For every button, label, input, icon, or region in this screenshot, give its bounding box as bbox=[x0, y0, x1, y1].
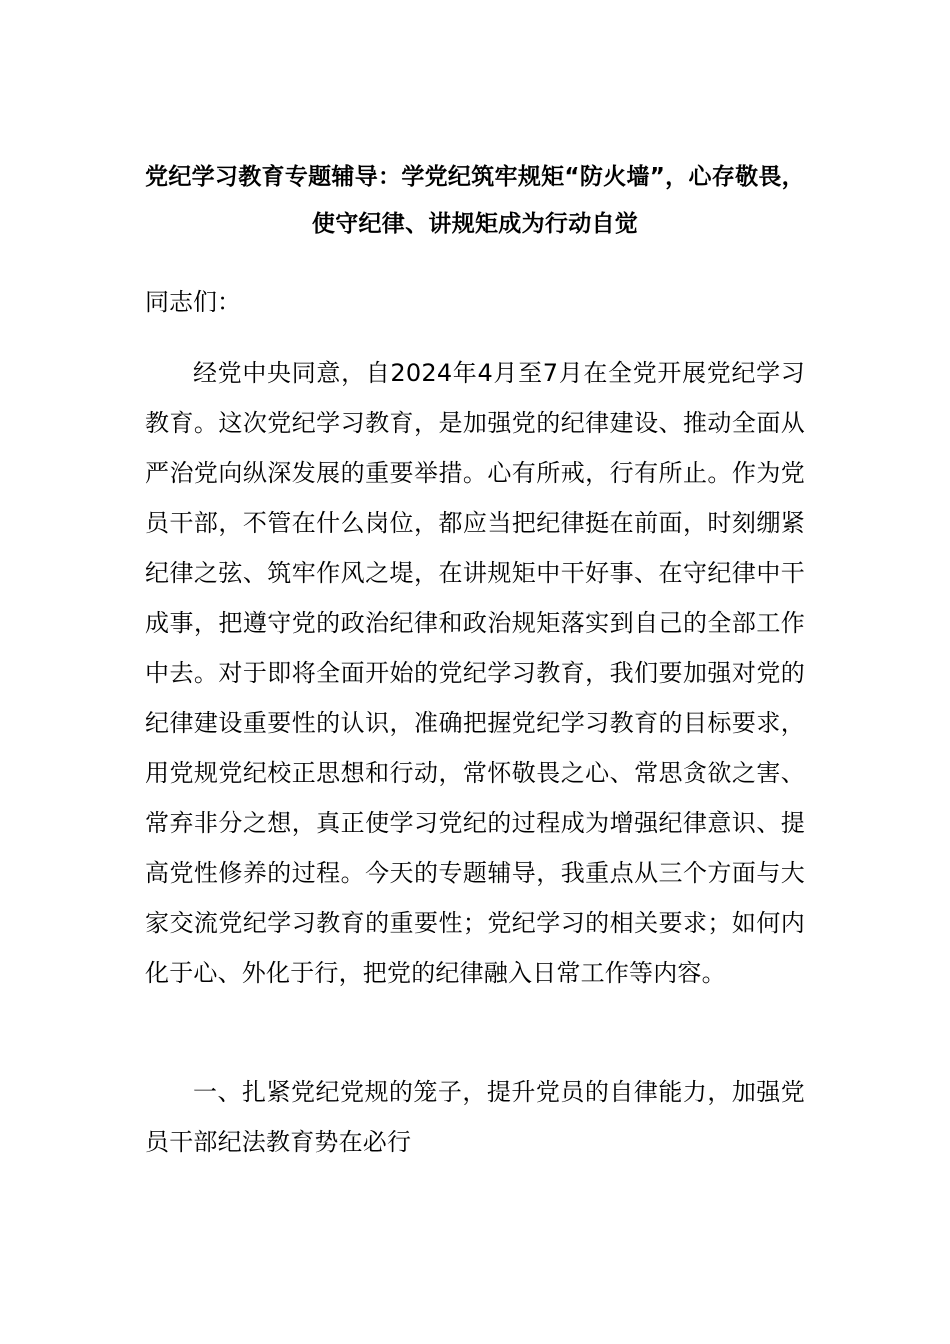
salutation: 同志们： bbox=[145, 288, 241, 316]
document-title: 党纪学习教育专题辅导：学党纪筑牢规矩“防火墙”，心存敬畏，使守纪律、讲规矩成为行动自觉 bbox=[145, 164, 805, 237]
section-heading-one: 一、扎紧党纪党规的笼子，提升党员的自律能力，加强党员干部纪法教育势在必行 bbox=[145, 1078, 805, 1156]
body-paragraph-intro: 经党中央同意，自2024年4月至7月在全党开展党纪学习教育。这次党纪学习教育，是加强党的纪律建设、推动全面从严治党向纵深发展的重要举措。心有所戒，行有所止。作为党员干部，不管在什么岗位，都应当把纪律挺在前面，时刻绷紧纪律之弦、筑牢作风之堤，在讲规矩中干好事、在守纪律中干成事，把遵守党的政治纪律和政治规矩落实到自己的全部工作中去。对于即将全面开始的党纪学习教育，我们要加强对党的纪律建设重要性的认识，准确把握党纪学习教育的目标要求，用党规党纪校正思想和行动，常怀敬畏之心、常思贪欲之害、常弃非分之想，真正使学习党纪的过程成为增强纪律意识、提高党性修养的过程。今天的专题辅导，我重点从三个方面与大家交流党纪学习教育的重要性；党纪学习的相关要求；如何内化于心、外化于行，把党的纪律融入日常工作等内容。 bbox=[145, 359, 805, 987]
